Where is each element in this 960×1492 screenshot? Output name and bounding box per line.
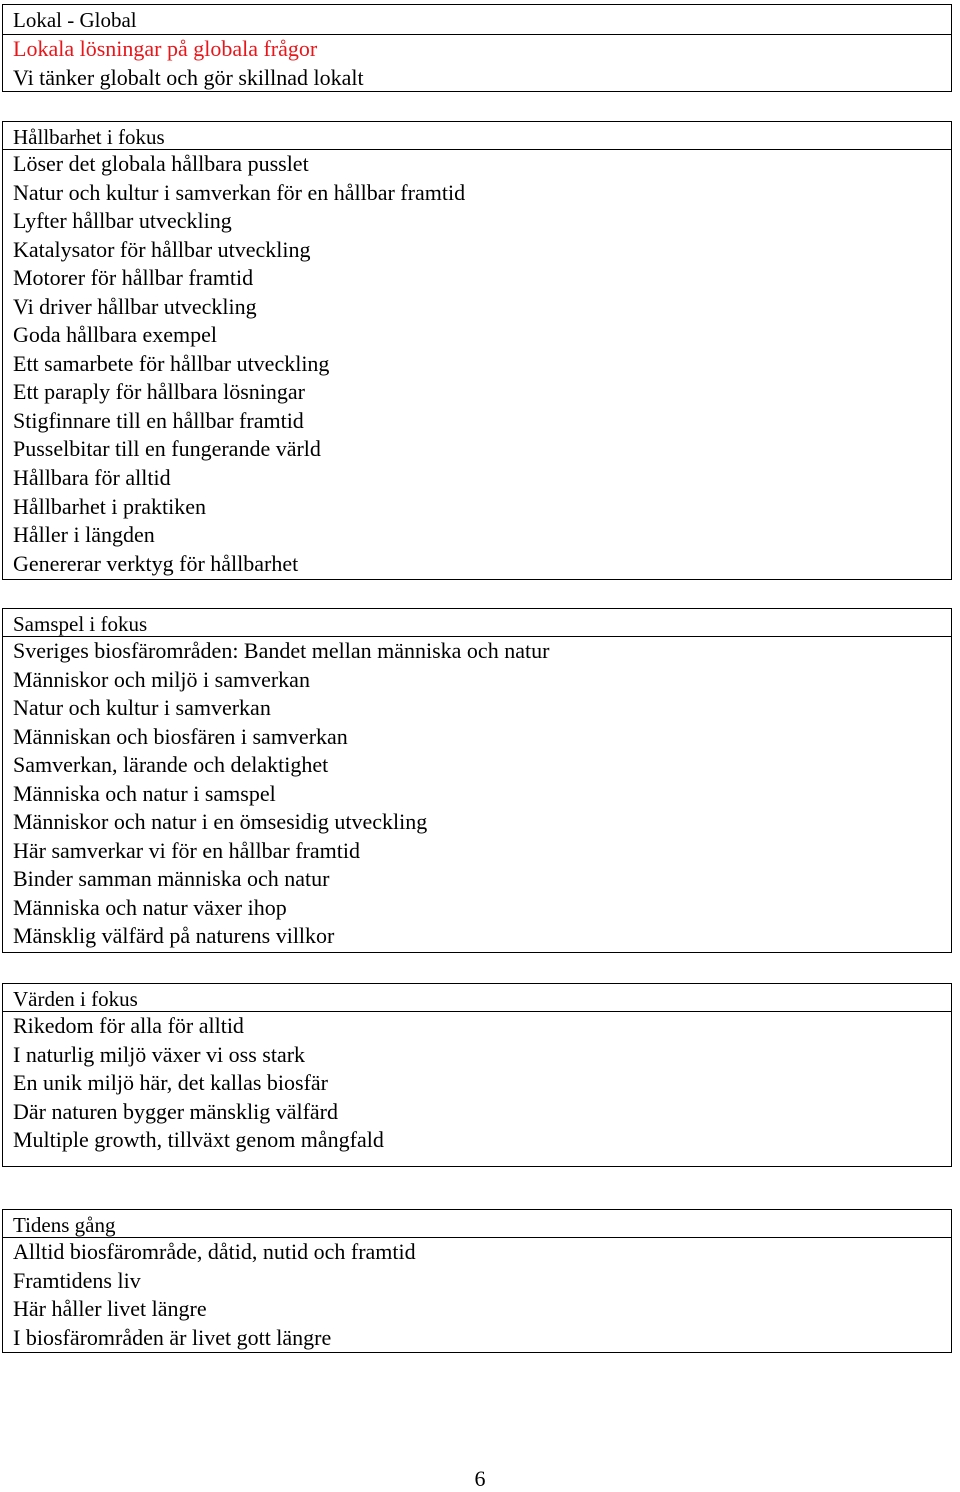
list-item: I naturlig miljö växer vi oss stark	[13, 1041, 306, 1067]
list-item: Goda hållbara exempel	[13, 322, 218, 348]
list-item: Människor och miljö i samverkan	[13, 666, 310, 692]
subtitle-line: Vi tänker globalt och gör skillnad lokalt	[13, 64, 364, 90]
section-title-varden: Värden i fokus	[3, 984, 951, 1012]
list-item: Där naturen bygger mänsklig välfärd	[13, 1098, 338, 1124]
list-item: Löser det globala hållbara pusslet	[13, 151, 309, 176]
section-tidens-gang	[2, 1209, 952, 1353]
list-item: Här samverkar vi för en hållbar framtid	[13, 837, 360, 863]
list-item: Här håller livet längre	[13, 1296, 207, 1322]
list-item: Genererar verktyg för hållbarhet	[13, 550, 299, 576]
list-item: Sveriges biosfärområden: Bandet mellan människa och natur	[13, 638, 550, 663]
list-item: Människa och natur växer ihop	[13, 894, 287, 920]
page-number: 6	[474, 1466, 486, 1491]
list-tidens-gang	[3, 1238, 951, 1352]
section-title-lokal-global: Lokal - Global	[3, 5, 951, 35]
list-item: Katalysator för hållbar utveckling	[13, 236, 311, 262]
section-title-tidens-gang: Tidens gång	[3, 1210, 951, 1238]
list-hallbarhet	[3, 150, 951, 578]
list-item: I biosfärområden är livet gott längre	[13, 1324, 332, 1350]
list-item: Multiple growth, tillväxt genom mångfald	[13, 1127, 384, 1153]
list-item: En unik miljö här, det kallas biosfär	[13, 1070, 328, 1096]
section-samspel	[2, 608, 952, 953]
list-item: Mänsklig välfärd på naturens villkor	[13, 923, 335, 949]
list-item: Ett paraply för hållbara lösningar	[13, 379, 306, 405]
list-item: Lyfter hållbar utveckling	[13, 208, 232, 234]
list-item: Människan och biosfären i samverkan	[13, 723, 348, 749]
list-item: Pusselbitar till en fungerande värld	[13, 436, 321, 462]
section-title-samspel: Samspel i fokus	[3, 609, 951, 637]
list-item: Natur och kultur i samverkan för en hållbar framtid	[13, 179, 466, 205]
list-item: Håller i längden	[13, 522, 155, 548]
list-item: Hållbarhet i praktiken	[13, 493, 207, 519]
list-samspel	[3, 637, 951, 951]
section-hallbarhet	[2, 121, 952, 580]
list-item: Rikedom för alla för alltid	[13, 1013, 244, 1038]
section-lokal-global	[2, 4, 952, 92]
list-varden	[3, 1012, 951, 1155]
list-item: Hållbara för alltid	[13, 465, 171, 491]
list-item: Ett samarbete för hållbar utveckling	[13, 350, 330, 376]
list-item: Människa och natur i samspel	[13, 780, 276, 806]
list-item: Binder samman människa och natur	[13, 866, 330, 892]
list-item: Samverkan, lärande och delaktighet	[13, 752, 329, 778]
section-varden	[2, 983, 952, 1167]
highlight-line: Lokala lösningar på globala frågor	[13, 36, 318, 61]
list-item: Framtidens liv	[13, 1267, 141, 1293]
list-item: Vi driver hållbar utveckling	[13, 293, 257, 319]
list-item: Motorer för hållbar framtid	[13, 265, 254, 291]
section-title-hallbarhet: Hållbarhet i fokus	[3, 122, 951, 150]
list-item: Alltid biosfärområde, dåtid, nutid och framtid	[13, 1239, 416, 1264]
list-item: Stigfinnare till en hållbar framtid	[13, 407, 304, 433]
list-item: Natur och kultur i samverkan	[13, 695, 271, 721]
list-item: Människor och natur i en ömsesidig utveckling	[13, 809, 428, 835]
